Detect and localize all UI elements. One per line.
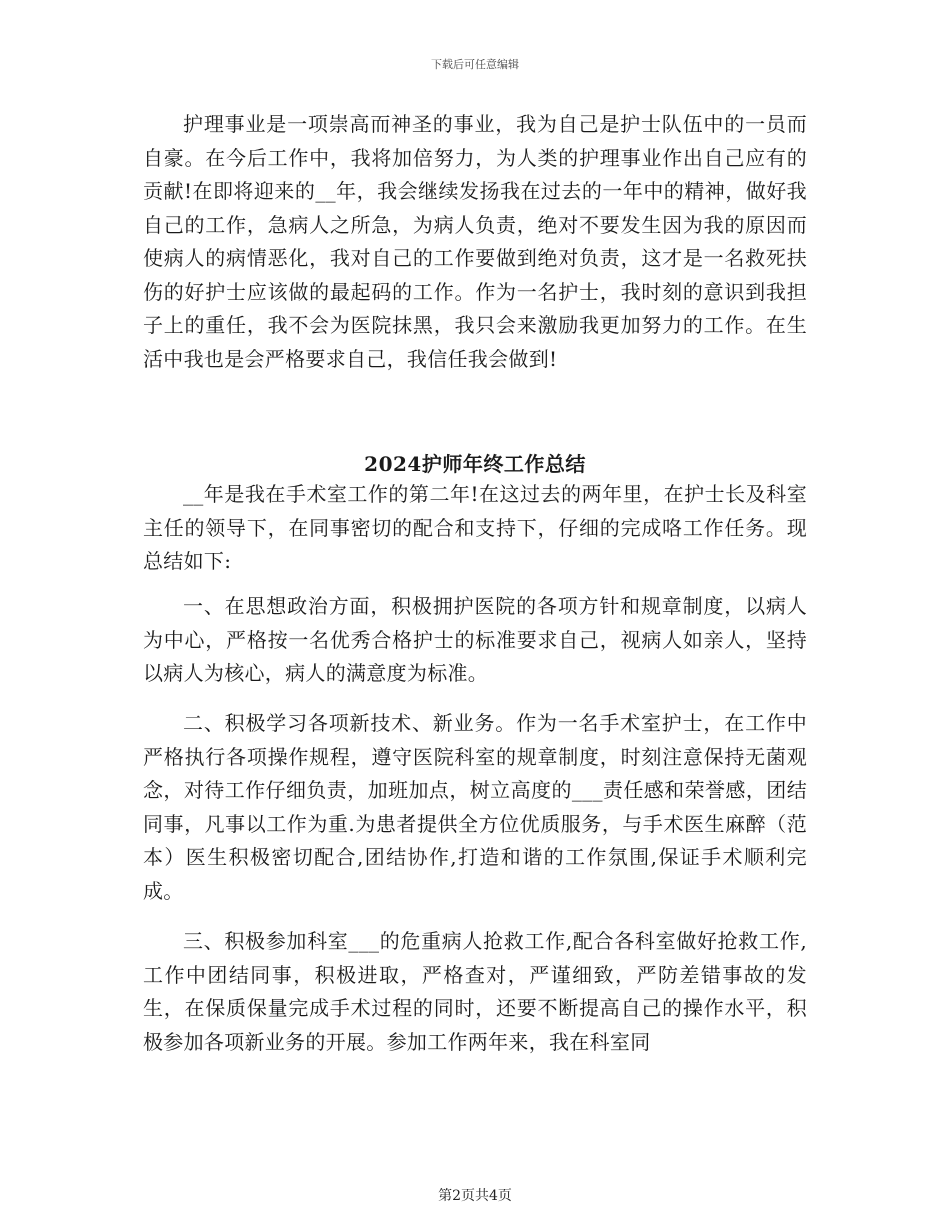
body-paragraph-5-container	[143, 925, 807, 1059]
page-header-note: 下载后可任意编辑	[431, 58, 519, 71]
body-paragraph: 护理事业是一项崇高而神圣的事业，我为自己是护士队伍中的一员而自豪。在今后工作中，我将加倍努力，为人类的护理事业作出自己应有的贡献!在即将迎来的__年，我会继续发扬我在过去的一年中的精神，做好我自己的工作，急病人之所急，为病人负责，绝对不要发生因为我的原因而使病人的病情恶化，我对自己的工作要做到绝对负责，这才是一名救死扶伤的好护士应该做的最起码的工作。作为一名护士，我时刻的意识到我担子上的重任，我不会为医院抹黑，我只会来激励我更加努力的工作。在生活中我也是会严格要求自己，我信任我会做到!	[143, 112, 807, 371]
body-paragraph-2-container	[143, 478, 807, 579]
body-paragraph: 三、积极参加科室___的危重病人抢救工作,配合各科室做好抢救工作,工作中团结同事，积极进取，严格查对，严谨细致，严防差错事故的发生，在保质保量完成手术过程的同时，还要不断提高自己的操作水平，积极参加各项新业务的开展。参加工作两年来，我在科室同	[143, 929, 807, 1054]
body-paragraph: __年是我在手术室工作的第二年!在这过去的两年里，在护士长及科室主任的领导下，在同事密切的配合和支持下，仔细的完成咯工作任务。现总结如下:	[143, 482, 807, 573]
body-paragraph-3-container	[143, 590, 807, 691]
page-number-footer: 第2页共4页	[438, 1188, 512, 1204]
body-paragraph-4-container	[143, 707, 807, 908]
section-title: 2024护师年终工作总结	[364, 452, 586, 476]
body-paragraph: 二、积极学习各项新技术、新业务。作为一名手术室护士，在工作中严格执行各项操作规程，遵守医院科室的规章制度，时刻注意保持无菌观念，对待工作仔细负责，加班加点，树立高度的___责任感和荣誉感，团结同事，凡事以工作为重.为患者提供全方位优质服务，与手术医生麻醉（范本）医生积极密切配合,团结协作,打造和谐的工作氛围,保证手术顺利完成。	[143, 711, 807, 903]
body-paragraph-1-container	[143, 108, 807, 376]
body-paragraph: 一、在思想政治方面，积极拥护医院的各项方针和规章制度，以病人为中心，严格按一名优秀合格护士的标准要求自己，视病人如亲人，坚持以病人为核心，病人的满意度为标准。	[143, 594, 807, 685]
